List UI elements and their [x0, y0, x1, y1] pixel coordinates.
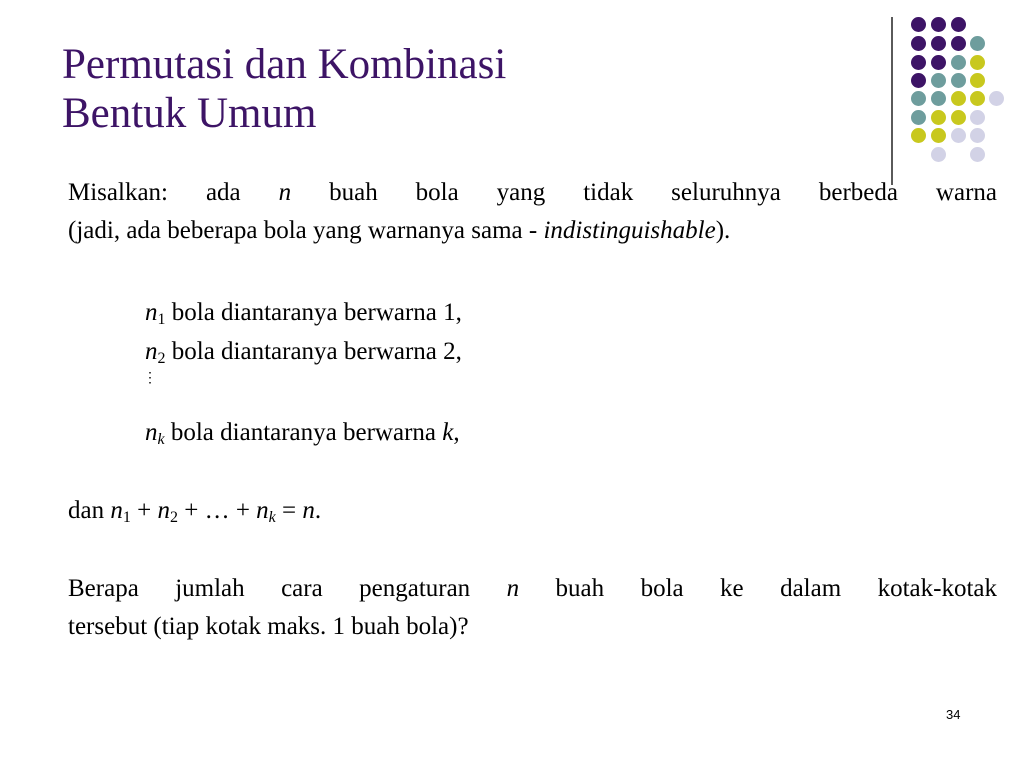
dot — [911, 128, 926, 143]
dot — [951, 73, 966, 88]
var-n: n — [110, 497, 123, 524]
var-n: n — [157, 497, 170, 524]
dot — [970, 91, 985, 106]
dot — [970, 147, 985, 162]
title-line-2: Bentuk Umum — [62, 90, 317, 137]
text-span: dan — [68, 497, 111, 524]
title-line-1: Permutasi dan Kombinasi — [62, 41, 507, 88]
dot — [970, 110, 985, 125]
text-span: buah bola yang tidak seluruhnya berbeda warna — [291, 179, 997, 206]
var-n: n — [145, 419, 158, 446]
dot — [931, 55, 946, 70]
var-n: n — [506, 575, 520, 602]
list-item-color-1 — [145, 294, 462, 332]
text-span: bola diantaranya berwarna — [164, 419, 443, 446]
var-n: n — [302, 497, 315, 524]
question-line-2: tersebut (tiap kotak maks. 1 buah bola)? — [68, 613, 469, 640]
dot — [911, 91, 926, 106]
dot — [951, 110, 966, 125]
intro-line-1 — [68, 174, 997, 212]
dot — [931, 36, 946, 51]
operator: + — [130, 497, 158, 524]
dot — [970, 128, 985, 143]
text-span: Berapa jumlah cara pengaturan — [68, 575, 507, 602]
dot — [911, 36, 926, 51]
dot — [911, 73, 926, 88]
intro-line-2 — [68, 212, 997, 250]
question-paragraph — [68, 570, 997, 646]
operator: + … + — [177, 497, 257, 524]
subscript: 2 — [169, 509, 178, 526]
var-n: n — [278, 179, 292, 206]
slide-title — [62, 40, 506, 138]
subscript: 1 — [122, 509, 131, 526]
dot — [989, 91, 1004, 106]
dot — [911, 110, 926, 125]
question-line-1 — [68, 570, 997, 608]
dot — [951, 91, 966, 106]
dot — [951, 128, 966, 143]
vertical-ellipsis: ⋮ — [143, 371, 157, 386]
list-item-color-2 — [145, 333, 462, 371]
dot — [970, 36, 985, 51]
text-span: ). — [715, 217, 731, 244]
text-span: bola diantaranya berwarna 2, — [165, 338, 462, 365]
dot — [951, 55, 966, 70]
var-n: n — [256, 497, 269, 524]
dot — [931, 110, 946, 125]
text-span: . — [314, 497, 322, 524]
dot — [951, 36, 966, 51]
var-n: n — [145, 299, 158, 326]
page-number: 34 — [946, 707, 961, 722]
intro-paragraph — [68, 174, 997, 250]
dot — [931, 147, 946, 162]
text-span: , — [453, 419, 460, 446]
text-span: Misalkan: ada — [68, 179, 279, 206]
subscript: k — [268, 509, 276, 526]
decorative-divider — [891, 17, 893, 185]
dot — [951, 17, 966, 32]
dot — [911, 17, 926, 32]
operator: = — [275, 497, 303, 524]
dot — [970, 55, 985, 70]
list-item-color-k — [145, 414, 460, 452]
text-span: bola diantaranya berwarna 1, — [165, 299, 462, 326]
dot — [911, 55, 926, 70]
subscript: 1 — [157, 311, 166, 328]
text-span: (jadi, ada beberapa bola yang warnanya sama - — [68, 217, 544, 244]
dot — [931, 17, 946, 32]
dot — [931, 128, 946, 143]
dot — [931, 91, 946, 106]
subscript: k — [157, 431, 165, 448]
italic-term: indistinguishable — [543, 217, 716, 244]
text-span: buah bola ke dalam kotak-kotak — [519, 575, 997, 602]
dot — [931, 73, 946, 88]
sum-equation — [68, 492, 321, 530]
var-n: n — [145, 338, 158, 365]
dot — [970, 73, 985, 88]
var-k: k — [442, 419, 454, 446]
subscript: 2 — [157, 350, 166, 367]
